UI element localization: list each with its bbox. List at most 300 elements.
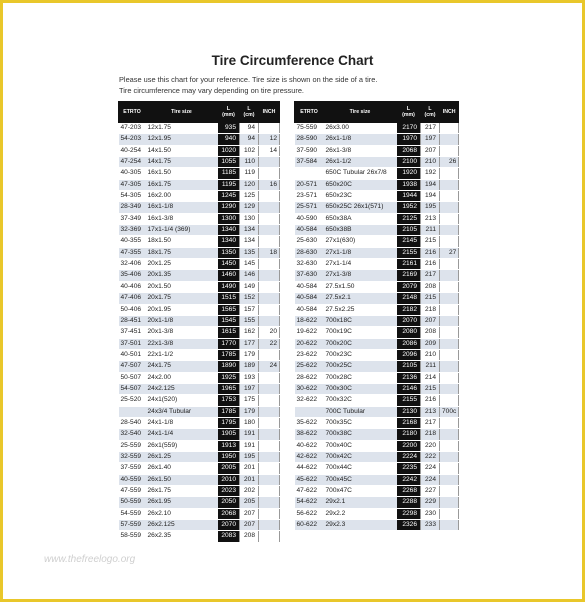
etrto-cell: 18-622	[295, 315, 324, 326]
inch-cell	[259, 406, 280, 417]
length-cm-cell: 119	[240, 168, 259, 179]
table-row	[295, 508, 459, 519]
length-mm-cell: 2155	[397, 247, 421, 258]
table-row	[295, 338, 459, 349]
table-row	[119, 463, 280, 474]
tire-size-cell: 700x32C	[324, 395, 397, 406]
etrto-cell: 47-559	[119, 486, 146, 497]
tire-size-cell: 16x1-1/8	[146, 202, 218, 213]
inch-cell	[259, 236, 280, 247]
header-l-cm	[421, 102, 440, 123]
length-cm-cell: 229	[421, 497, 440, 508]
inch-cell	[259, 372, 280, 383]
length-cm-cell: 155	[240, 315, 259, 326]
table-row	[295, 157, 459, 168]
etrto-cell: 25-630	[295, 236, 324, 247]
length-cm-cell: 230	[421, 508, 440, 519]
table-row	[119, 157, 280, 168]
length-cm-cell: 189	[240, 361, 259, 372]
length-cm-cell: 211	[421, 225, 440, 236]
tire-size-cell: 650x38A	[324, 213, 397, 224]
inch-cell	[440, 508, 459, 519]
etrto-cell: 32-630	[295, 259, 324, 270]
table-row	[119, 202, 280, 213]
length-mm-cell: 2080	[397, 327, 421, 338]
etrto-cell: 75-559	[295, 123, 324, 134]
right-table-body	[295, 123, 459, 531]
etrto-cell: 47-254	[119, 157, 146, 168]
tire-size-cell: 700x23C	[324, 349, 397, 360]
inch-cell: 14	[259, 145, 280, 156]
inch-cell	[259, 497, 280, 508]
inch-cell	[440, 304, 459, 315]
length-cm-cell: 213	[421, 406, 440, 417]
etrto-cell: 47-203	[119, 123, 146, 134]
header-l-mm-bottom: (mm)	[402, 112, 415, 118]
tire-size-cell: 27x1-3/8	[324, 270, 397, 281]
length-mm-cell: 2023	[218, 486, 240, 497]
tire-size-cell: 26x1.75	[146, 486, 218, 497]
table-row	[295, 406, 459, 417]
etrto-cell: 35-406	[119, 270, 146, 281]
table-row	[295, 304, 459, 315]
tire-size-cell: 26x1.25	[146, 451, 218, 462]
tire-size-cell: 700x18C	[324, 315, 397, 326]
tire-size-cell: 700x40C	[324, 440, 397, 451]
length-mm-cell: 2224	[397, 451, 421, 462]
etrto-cell: 40-584	[295, 225, 324, 236]
tire-size-cell: 700x35C	[324, 417, 397, 428]
tire-size-cell: 27.5x2.25	[324, 304, 397, 315]
table-row	[119, 191, 280, 202]
tire-size-cell: 20x1.75	[146, 293, 218, 304]
tire-size-cell: 26x2.35	[146, 531, 218, 542]
header-l-cm-bottom: (cm)	[243, 112, 255, 118]
length-cm-cell: 227	[421, 486, 440, 497]
inch-cell	[259, 293, 280, 304]
inch-cell	[259, 157, 280, 168]
length-mm-cell: 1913	[218, 440, 240, 451]
header-l-mm-top: L	[406, 106, 411, 112]
inch-cell	[259, 463, 280, 474]
table-row	[295, 315, 459, 326]
table-row	[119, 520, 280, 531]
etrto-cell: 56-622	[295, 508, 324, 519]
length-cm-cell: 130	[240, 213, 259, 224]
etrto-cell: 40-501	[119, 349, 146, 360]
length-cm-cell: 145	[240, 259, 259, 270]
tire-size-cell: 24x2.125	[146, 383, 218, 394]
length-mm-cell: 2086	[397, 338, 421, 349]
length-cm-cell: 210	[421, 157, 440, 168]
inch-cell	[440, 372, 459, 383]
left-header-row	[119, 102, 280, 123]
inch-cell	[259, 349, 280, 360]
length-mm-cell: 1795	[218, 417, 240, 428]
table-row	[295, 417, 459, 428]
etrto-cell: 42-622	[295, 451, 324, 462]
table-row	[295, 372, 459, 383]
inch-cell	[440, 451, 459, 462]
tire-size-cell: 24x1(520)	[146, 395, 218, 406]
table-row	[295, 451, 459, 462]
inch-cell: 700c	[440, 406, 459, 417]
table-row	[295, 383, 459, 394]
length-mm-cell: 1340	[218, 225, 240, 236]
table-row	[119, 304, 280, 315]
length-cm-cell: 179	[240, 349, 259, 360]
table-row	[119, 270, 280, 281]
length-mm-cell: 2326	[397, 520, 421, 531]
length-cm-cell: 216	[421, 395, 440, 406]
etrto-cell: 40-406	[119, 281, 146, 292]
etrto-cell: 37-451	[119, 327, 146, 338]
etrto-cell: 40-559	[119, 474, 146, 485]
inch-cell	[440, 213, 459, 224]
length-mm-cell: 2010	[218, 474, 240, 485]
length-cm-cell: 194	[421, 179, 440, 190]
tire-size-cell: 26x1(559)	[146, 440, 218, 451]
tire-size-cell: 12x1.75	[146, 123, 218, 134]
length-mm-cell: 940	[218, 134, 240, 145]
length-mm-cell: 1020	[218, 145, 240, 156]
length-cm-cell: 216	[421, 259, 440, 270]
length-mm-cell: 2070	[397, 315, 421, 326]
inch-cell	[259, 270, 280, 281]
tire-size-cell: 24x1-1/8	[146, 417, 218, 428]
table-row	[119, 361, 280, 372]
length-mm-cell: 1055	[218, 157, 240, 168]
inch-cell	[440, 429, 459, 440]
length-mm-cell: 2068	[218, 508, 240, 519]
tire-size-cell: 700x38C	[324, 429, 397, 440]
etrto-cell: 40-584	[295, 304, 324, 315]
etrto-cell	[295, 168, 324, 179]
inch-cell	[259, 531, 280, 542]
etrto-cell: 47-305	[119, 179, 146, 190]
length-mm-cell: 2105	[397, 225, 421, 236]
inch-cell	[440, 486, 459, 497]
inch-cell	[259, 304, 280, 315]
tire-size-cell: 18x1.75	[146, 247, 218, 258]
length-cm-cell: 94	[240, 123, 259, 134]
tire-size-cell: 26x1-1/8	[324, 134, 397, 145]
length-cm-cell: 217	[421, 123, 440, 134]
inch-cell	[440, 338, 459, 349]
table-row	[119, 225, 280, 236]
table-row	[119, 451, 280, 462]
etrto-cell: 25-520	[119, 395, 146, 406]
length-mm-cell: 1938	[397, 179, 421, 190]
header-l-mm-bottom: (mm)	[222, 112, 235, 118]
length-mm-cell: 1545	[218, 315, 240, 326]
length-mm-cell: 2096	[397, 349, 421, 360]
tire-size-cell: 26x2.10	[146, 508, 218, 519]
table-row	[295, 361, 459, 372]
tire-size-cell: 16x1.50	[146, 168, 218, 179]
etrto-cell	[295, 406, 324, 417]
tire-size-cell: 29x2.1	[324, 497, 397, 508]
inch-cell: 27	[440, 247, 459, 258]
length-mm-cell: 1185	[218, 168, 240, 179]
tire-size-cell: 700x20C	[324, 338, 397, 349]
tire-size-cell: 27x1(630)	[324, 236, 397, 247]
table-row	[119, 349, 280, 360]
watermark: www.thefreelogo.org	[44, 554, 136, 565]
etrto-cell: 40-584	[295, 281, 324, 292]
tire-size-cell: 26x1.40	[146, 463, 218, 474]
etrto-cell: 47-406	[119, 293, 146, 304]
etrto-cell: 25-571	[295, 202, 324, 213]
etrto-cell: 50-559	[119, 497, 146, 508]
tire-size-cell: 26x1.50	[146, 474, 218, 485]
header-l-mm-top: L	[226, 106, 231, 112]
length-cm-cell: 215	[421, 293, 440, 304]
etrto-cell: 40-355	[119, 236, 146, 247]
etrto-cell: 20-571	[295, 179, 324, 190]
length-mm-cell: 1300	[218, 213, 240, 224]
table-row	[119, 474, 280, 485]
etrto-cell: 20-622	[295, 338, 324, 349]
etrto-cell: 54-203	[119, 134, 146, 145]
length-mm-cell: 2298	[397, 508, 421, 519]
length-mm-cell: 1770	[218, 338, 240, 349]
length-cm-cell: 179	[240, 406, 259, 417]
etrto-cell: 37-349	[119, 213, 146, 224]
table-row	[295, 281, 459, 292]
tire-size-cell: 14x1.50	[146, 145, 218, 156]
length-cm-cell: 224	[421, 474, 440, 485]
length-cm-cell: 146	[240, 270, 259, 281]
inch-cell: 22	[259, 338, 280, 349]
header-etrto: ETRTO	[295, 102, 324, 123]
table-row	[295, 247, 459, 258]
tire-size-cell: 650x23C	[324, 191, 397, 202]
length-cm-cell: 197	[421, 134, 440, 145]
table-row	[119, 213, 280, 224]
length-mm-cell: 2146	[397, 383, 421, 394]
length-cm-cell: 120	[240, 179, 259, 190]
etrto-cell: 60-622	[295, 520, 324, 531]
inch-cell: 26	[440, 157, 459, 168]
table-row	[295, 395, 459, 406]
table-row	[295, 123, 459, 134]
etrto-cell: 37-590	[295, 145, 324, 156]
length-cm-cell: 207	[240, 508, 259, 519]
inch-cell	[440, 395, 459, 406]
left-table-body	[119, 123, 280, 543]
length-mm-cell: 2288	[397, 497, 421, 508]
etrto-cell	[119, 406, 146, 417]
length-cm-cell: 180	[240, 417, 259, 428]
length-cm-cell: 134	[240, 225, 259, 236]
length-mm-cell: 1970	[397, 134, 421, 145]
table-row	[295, 202, 459, 213]
length-mm-cell: 1920	[397, 168, 421, 179]
length-mm-cell: 1450	[218, 259, 240, 270]
header-inch: INCH	[440, 102, 459, 123]
table-row	[119, 168, 280, 179]
etrto-cell: 28-590	[295, 134, 324, 145]
tire-size-cell: 700x42C	[324, 451, 397, 462]
length-mm-cell: 1753	[218, 395, 240, 406]
inch-cell: 16	[259, 179, 280, 190]
inch-cell	[440, 383, 459, 394]
intro-text	[119, 74, 479, 96]
length-mm-cell: 2100	[397, 157, 421, 168]
table-row	[295, 134, 459, 145]
etrto-cell: 28-451	[119, 315, 146, 326]
tire-size-cell: 700x30C	[324, 383, 397, 394]
length-cm-cell: 207	[421, 145, 440, 156]
tire-size-cell: 24x1.75	[146, 361, 218, 372]
inch-cell	[440, 179, 459, 190]
length-cm-cell: 209	[421, 338, 440, 349]
table-row	[119, 179, 280, 190]
length-cm-cell: 197	[240, 383, 259, 394]
table-row	[119, 236, 280, 247]
length-mm-cell: 2136	[397, 372, 421, 383]
tire-size-cell: 14x1.75	[146, 157, 218, 168]
etrto-cell: 58-559	[119, 531, 146, 542]
length-mm-cell: 1950	[218, 451, 240, 462]
length-cm-cell: 208	[240, 531, 259, 542]
length-cm-cell: 195	[421, 202, 440, 213]
header-l-cm-bottom: (cm)	[424, 112, 436, 118]
table-row	[295, 191, 459, 202]
length-mm-cell: 1350	[218, 247, 240, 258]
header-l-cm-top: L	[428, 106, 432, 112]
table-row	[119, 383, 280, 394]
length-cm-cell: 213	[421, 213, 440, 224]
tire-size-cell: 16x1.75	[146, 179, 218, 190]
inch-cell	[440, 281, 459, 292]
tire-size-cell: 29x2.2	[324, 508, 397, 519]
inch-cell	[259, 429, 280, 440]
intro-line-2: Tire circumference may vary depending on tire pressure.	[119, 86, 304, 95]
inch-cell	[440, 134, 459, 145]
inch-cell	[440, 327, 459, 338]
table-row	[295, 145, 459, 156]
inch-cell	[440, 225, 459, 236]
inch-cell	[259, 259, 280, 270]
length-mm-cell: 2083	[218, 531, 240, 542]
tire-size-cell: 26x3.00	[324, 123, 397, 134]
header-l-cm	[240, 102, 259, 123]
length-cm-cell: 102	[240, 145, 259, 156]
header-l-cm-top: L	[247, 106, 251, 112]
length-cm-cell: 216	[421, 247, 440, 258]
length-cm-cell: 201	[240, 463, 259, 474]
length-cm-cell: 208	[421, 327, 440, 338]
etrto-cell: 32-622	[295, 395, 324, 406]
inch-cell: 24	[259, 361, 280, 372]
inch-cell	[259, 225, 280, 236]
tire-size-cell: 16x1-3/8	[146, 213, 218, 224]
length-cm-cell: 202	[240, 486, 259, 497]
inch-cell	[440, 202, 459, 213]
length-mm-cell: 2161	[397, 259, 421, 270]
etrto-cell: 19-622	[295, 327, 324, 338]
table-row	[295, 179, 459, 190]
table-row	[295, 168, 459, 179]
length-mm-cell: 1565	[218, 304, 240, 315]
length-mm-cell: 2148	[397, 293, 421, 304]
length-mm-cell: 1785	[218, 406, 240, 417]
length-mm-cell: 2182	[397, 304, 421, 315]
inch-cell	[440, 315, 459, 326]
tire-size-cell: 27.5x1.50	[324, 281, 397, 292]
inch-cell	[259, 417, 280, 428]
etrto-cell: 35-622	[295, 417, 324, 428]
etrto-cell: 50-507	[119, 372, 146, 383]
inch-cell	[259, 474, 280, 485]
length-cm-cell: 175	[240, 395, 259, 406]
length-cm-cell: 205	[240, 497, 259, 508]
length-mm-cell: 1515	[218, 293, 240, 304]
right-header-row	[295, 102, 459, 123]
table-row	[119, 145, 280, 156]
table-row	[119, 372, 280, 383]
length-cm-cell: 191	[240, 429, 259, 440]
tire-size-cell: 18x1.50	[146, 236, 218, 247]
length-mm-cell: 2242	[397, 474, 421, 485]
length-cm-cell: 201	[240, 474, 259, 485]
inch-cell: 12	[259, 134, 280, 145]
inch-cell	[440, 145, 459, 156]
tire-size-cell: 650x38B	[324, 225, 397, 236]
length-mm-cell: 1490	[218, 281, 240, 292]
left-tire-table	[118, 101, 280, 543]
length-cm-cell: 207	[240, 520, 259, 531]
table-row	[295, 213, 459, 224]
table-row	[119, 395, 280, 406]
length-mm-cell: 2070	[218, 520, 240, 531]
tire-size-cell: 20x1.25	[146, 259, 218, 270]
etrto-cell: 57-559	[119, 520, 146, 531]
header-tire-size: Tire size	[146, 102, 218, 123]
inch-cell	[440, 293, 459, 304]
length-cm-cell: 208	[421, 281, 440, 292]
length-cm-cell: 217	[421, 417, 440, 428]
tire-size-cell: 700x28C	[324, 372, 397, 383]
table-row	[119, 338, 280, 349]
tire-size-cell: 700C Tubular	[324, 406, 397, 417]
table-row	[119, 123, 280, 134]
length-mm-cell: 1785	[218, 349, 240, 360]
etrto-cell: 47-622	[295, 486, 324, 497]
length-mm-cell: 2145	[397, 236, 421, 247]
length-mm-cell: 935	[218, 123, 240, 134]
inch-cell	[440, 520, 459, 531]
page-title: Tire Circumference Chart	[211, 53, 374, 68]
inch-cell: 18	[259, 247, 280, 258]
length-mm-cell: 2105	[397, 361, 421, 372]
tire-size-cell: 700x47C	[324, 486, 397, 497]
length-cm-cell: 157	[240, 304, 259, 315]
table-row	[295, 486, 459, 497]
etrto-cell: 54-507	[119, 383, 146, 394]
right-tire-table	[294, 101, 459, 531]
tire-size-cell: 700x19C	[324, 327, 397, 338]
etrto-cell: 54-622	[295, 497, 324, 508]
etrto-cell: 50-406	[119, 304, 146, 315]
inch-cell	[259, 315, 280, 326]
length-cm-cell: 125	[240, 191, 259, 202]
etrto-cell: 54-559	[119, 508, 146, 519]
length-cm-cell: 162	[240, 327, 259, 338]
tire-size-cell: 24x2.00	[146, 372, 218, 383]
